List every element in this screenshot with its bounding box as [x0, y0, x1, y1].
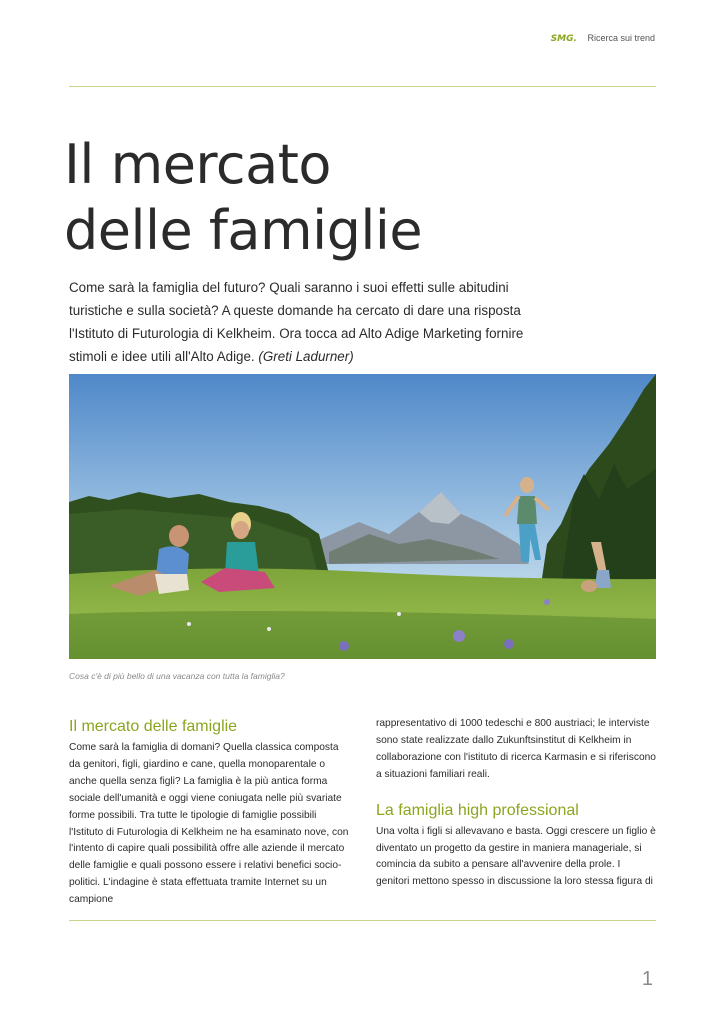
section-heading-high-professional: La famiglia high professional	[376, 801, 579, 819]
running-header	[551, 33, 655, 44]
title-line-2: delle famiglie	[64, 199, 423, 262]
smg-logo: SMG.	[550, 34, 577, 44]
family-meadow-photo	[69, 374, 656, 659]
section-label: Ricerca sui trend	[587, 33, 655, 43]
article-column-right	[376, 716, 656, 891]
intro-author: (Greti Ladurner)	[258, 349, 354, 364]
intro-text: Come sarà la famiglia del futuro? Quali saranno i suoi effetti sulle abitudini turistiche e sulla società? A queste domande ha cercato di dare una risposta l'Istituto di Futurologia di Kelkheim. Ora tocca ad Alto Adige Marketing fornire stimoli e idee utili all'Alto Adige.	[69, 280, 524, 364]
article-column-left	[69, 716, 349, 909]
section-body-continued: rappresentativo di 1000 tedeschi e 800 austriaci; le interviste sono state realizzate dallo Zukunftsinstitut di Kelkheim in collaborazione con l'istituto di ricerca Karmasin e si riferiscono a situazioni familiari reali.	[376, 718, 656, 780]
section-body-family-market: Come sarà la famiglia di domani? Quella classica composta da genitori, figli, giardino e cane, quella monoparentale o anche quella senza figli? La famiglia è la più antica forma sociale dell'umanità e oggi viene coniugata nelle più svariate forme possibili. Tra tutte le tipologie di famiglie possibili l'Istituto di Futurologia di Kelkheim ne ha esaminato nove, con l'intento di capire quali possibilità offre alle aziende il mercato delle famiglie e quali possono essere i relativi benefici socio-politici. L'indagine è stata effettuata tramite Internet su un campione	[69, 742, 349, 906]
bottom-divider	[69, 920, 656, 921]
intro-paragraph	[69, 276, 564, 368]
section-heading-family-market: Il mercato delle famiglie	[69, 718, 238, 735]
page-number: 1	[641, 968, 653, 990]
page-title	[64, 132, 422, 264]
title-line-1: Il mercato	[64, 133, 331, 196]
top-divider	[69, 86, 656, 87]
section-body-high-professional: Una volta i figli si allevavano e basta. Oggi crescere un figlio è diventato un progetto da gestire in maniera manageriale, si comincia da subito a pensare all'avvenire della prole. I genitori mettono spesso in discussione la loro stessa figura di	[376, 825, 656, 888]
section-gap	[376, 784, 656, 800]
photo-caption: Cosa c'è di più bello di una vacanza con tutta la famiglia?	[69, 671, 285, 681]
